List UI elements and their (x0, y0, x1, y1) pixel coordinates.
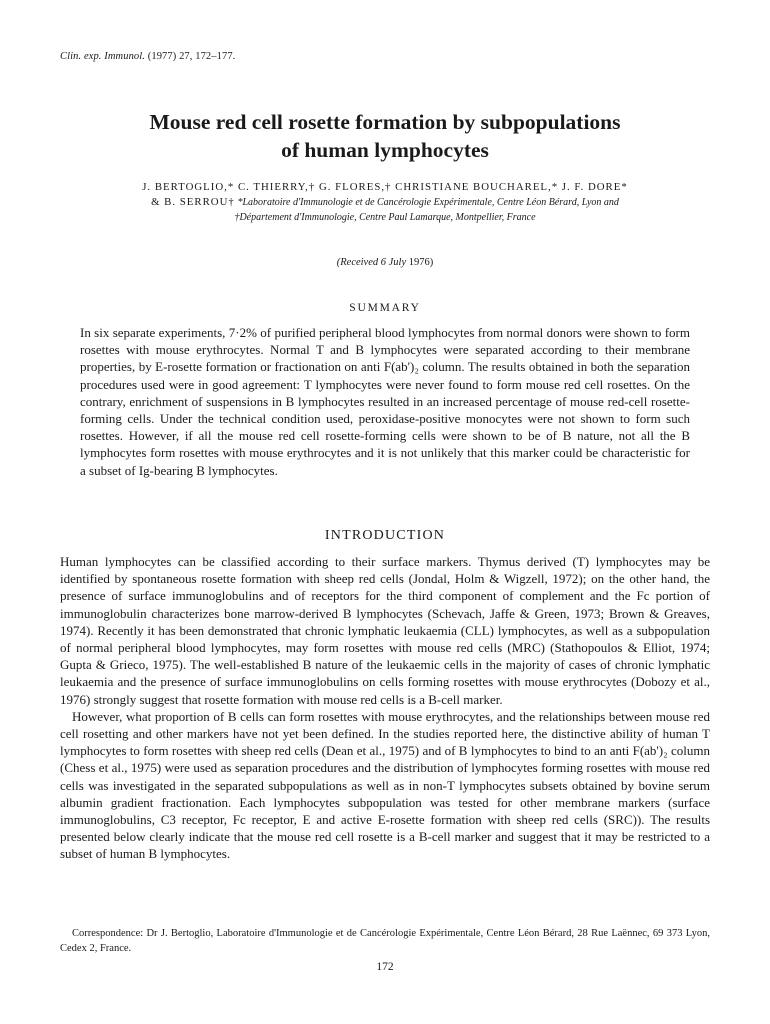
article-title (60, 108, 710, 164)
received-year: 1976) (408, 257, 434, 268)
introduction-body (60, 553, 710, 863)
intro-paragraph-1: Human lymphocytes can be classified according to their surface markers. Thymus derived (T) lymphocytes may be identified by spontaneous rosette formation with sheep red cells (Jondal, Holm & Wigzell, 1972); on the other hand, the presence of surface immunoglobulins and of receptors for the third component of complement and the Fc portion of immunoglobulin characterizes bone marrow-derived B lymphocytes (Schevach, Jaffe & Green, 1973; Brown & Greaves, 1974). Recently it has been demonstrated that chronic lymphatic leukaemia (CLL) lymphocytes, as well as a subpopulation of normal peripheral blood lymphocytes, may form rosettes with mouse red cells (MRC) (Stathopoulos & Elliot, 1974; Gupta & Grieco, 1975). The well-established B nature of the leukaemic cells in the majority of cases of chronic lymphatic leukaemia and the presence of surface immunoglobulins on cells forming rosettes with mouse erythrocytes (Dobozy et al., 1976) strongly suggest that rosette formation with mouse red cells is a B-cell marker. (60, 554, 710, 707)
title-line-2: of human lymphocytes (281, 138, 489, 162)
page-number: 172 (376, 961, 394, 973)
author-line-1: J. BERTOGLIO,* C. THIERRY,† G. FLORES,† CHRISTIANE BOUCHAREL,* J. F. DORE* (142, 181, 628, 193)
author-block (40, 180, 730, 225)
journal-volume: (1977) 27, 172–177. (147, 51, 236, 62)
affiliation-1: *Laboratoire d'Immunologie et de Cancérologie Expérimentale, Centre Léon Bérard, Lyon and (237, 197, 619, 208)
author-names-cont: & B. SERROU† (151, 196, 235, 208)
affiliation-2: †Département d'Immunologie, Centre Paul Lamarque, Montpellier, France (234, 212, 536, 223)
intro-paragraph-2: However, what proportion of B cells can form rosettes with mouse erythrocytes, and the relationships between mouse red cell rosetting and other markers have not yet been defined. In the studies reported here, the distinctive ability of human T lymphocytes to form rosettes with sheep red cells (Dean et al., 1975) and of B lymphocytes to bind to an anti F(ab')₂ column (Chess et al., 1975) were used as separation procedures and the distribution of lymphocytes forming rosettes with mouse red cells was investigated in the separated subpopulations as well as in non-T lymphocytes subsets obtained by bovine serum albumin gradient fractionation. Each lymphocytes subpopulation was tested for other membrane markers (surface immunoglobulins, C3 receptor, Fc receptor, E and active E-rosette formation with sheep red cells (SRC)). The results presented below clearly indicate that the mouse red cell rosette is a B-cell marker and suggest that it may be restricted to a subset of human B lymphocytes. (60, 708, 710, 862)
journal-name: Clin. exp. Immunol. (60, 51, 146, 62)
summary-heading: SUMMARY (349, 302, 421, 314)
received-date (60, 257, 710, 268)
journal-citation (60, 51, 235, 62)
correspondence-note (60, 926, 710, 956)
introduction-heading: INTRODUCTION (324, 528, 446, 543)
author-line-2 (40, 195, 730, 210)
title-line-1: Mouse red cell rosette formation by subpopulations (149, 110, 621, 134)
correspondence-text: Correspondence: Dr J. Bertoglio, Laboratoire d'Immunologie et de Cancérologie Expérimentale, Centre Léon Bérard, 28 Rue Laënnec, 69 373 Lyon, Cedex 2, France. (60, 928, 710, 954)
summary-text: In six separate experiments, 7·2% of purified peripheral blood lymphocytes from normal donors were shown to form rosettes with mouse erythrocytes. Normal T and B lymphocytes were separated according to their membrane properties, by E-rosette formation or fractionation on anti F(ab')₂ column. The results obtained in both the separation procedures used were in good agreement: T lymphocytes were never found to form mouse red cell rosettes. On the contrary, enrichment of suspensions in B lymphocytes resulted in an increased percentage of mouse red-cell rosette-forming cells. Under the technical condition used, peroxidase-positive monocytes were not shown to form such rosettes. However, if all the mouse red cell rosette-forming cells were shown to be of B nature, not all the B lymphocytes form rosettes with mouse erythrocytes and it is not unlikely that this marker could be characteristic for a subset of Ig-bearing B lymphocytes. (80, 325, 690, 478)
received-text: (Received 6 July (336, 257, 407, 268)
